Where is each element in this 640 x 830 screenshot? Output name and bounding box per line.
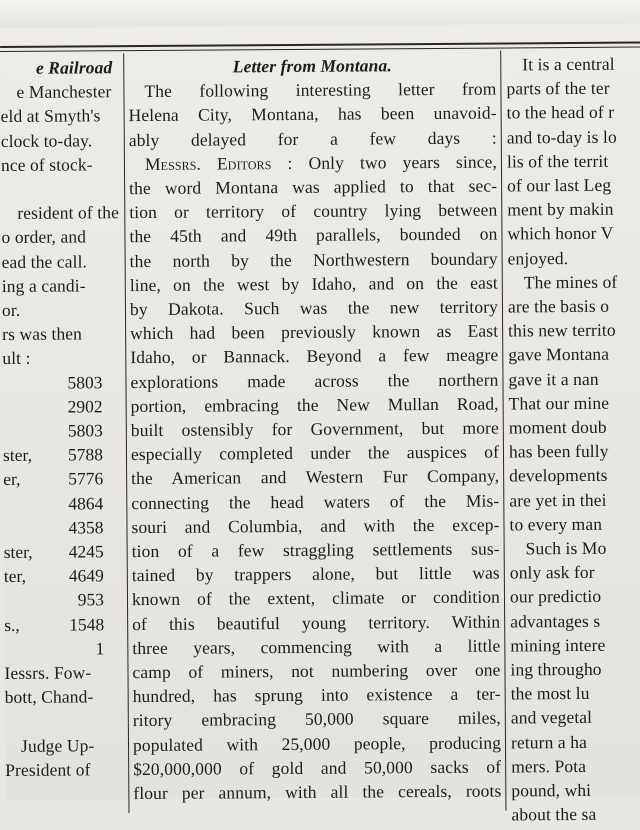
newspaper-page (0, 24, 640, 800)
vote-row (3, 442, 123, 467)
text-line: this new territo (508, 318, 640, 343)
vote-value: 4358 (68, 515, 103, 539)
text-line: and vegetal (511, 705, 640, 730)
text-line: hundred, has sprung into existence a ter- (133, 682, 501, 709)
text-line: e Manchester (0, 79, 120, 104)
text-line: or. (2, 297, 122, 322)
text-line: pound, whi (511, 778, 640, 803)
column-rule-right (500, 51, 506, 811)
text-line: of this beautiful young territory. Within (132, 609, 500, 636)
text-line: Such is Mo (510, 536, 640, 561)
vote-value: 1548 (69, 612, 104, 636)
text-line: lis of the territ (507, 148, 640, 173)
text-line (1, 176, 121, 201)
vote-row (4, 636, 124, 661)
text-line: the word Montana was applied to that sec- (129, 174, 497, 201)
text-line: The mines of (508, 269, 640, 294)
text-line: Iessrs. Fow- (4, 660, 124, 685)
text-line: souri and Columbia, and with the excep- (131, 512, 499, 539)
vote-row (4, 612, 124, 637)
text-line: enjoyed. (508, 245, 640, 270)
text-line: Judge Up- (5, 733, 125, 758)
text-line: which honor V (507, 221, 640, 246)
left-tail-lines (4, 660, 125, 782)
article-intro (128, 77, 496, 152)
vote-row (3, 515, 123, 540)
text-line: our predictio (510, 584, 640, 609)
vote-name: ster, (3, 443, 32, 467)
text-line: ment by makin (507, 197, 640, 222)
text-line: and to-day is lo (507, 124, 640, 149)
text-line: President of (5, 757, 125, 782)
text-line: developments (509, 463, 640, 488)
text-line: explorations made across the northern (130, 367, 498, 394)
text-line: three years, commencing with a little (132, 633, 500, 660)
vote-name: ter, (4, 564, 26, 588)
text-line: rs was then (2, 321, 122, 346)
text-line: It is a central (506, 52, 640, 77)
text-line: ead the call. (2, 249, 122, 274)
vote-name: er, (3, 467, 20, 491)
left-headline: e Railroad (0, 55, 120, 80)
vote-name: s., (4, 613, 20, 637)
text-line: That our mine (509, 390, 640, 415)
text-line: clock to-day. (1, 128, 121, 153)
text-line: are yet in thei (509, 487, 640, 512)
right-lines (506, 52, 640, 827)
article-body (129, 174, 501, 806)
body-first-line: Only two years since, (308, 151, 497, 172)
text-line: the American and Western Fur Company, (131, 464, 499, 491)
text-line: flour per annum, with all the cereals, roots (133, 779, 501, 806)
vote-name: ster, (4, 540, 33, 564)
text-line: ably delayed for a few days : (129, 125, 497, 152)
text-line: about the sa (511, 802, 640, 827)
text-line: tion of a few straggling settlements sus- (132, 537, 500, 564)
text-line: gave Montana (508, 342, 640, 367)
text-line: Helena City, Montana, has been unavoid- (129, 101, 497, 128)
text-line: ing througho (510, 657, 640, 682)
text-line: ult : (2, 346, 122, 371)
text-line: the north by the Northwestern boundary (130, 246, 498, 273)
middle-column (128, 53, 501, 806)
text-line: the most lu (511, 681, 640, 706)
vote-table (2, 370, 124, 661)
vote-value: 953 (78, 588, 104, 612)
text-line: bott, Chand- (5, 684, 125, 709)
text-line: tion or territory of country lying between (129, 198, 497, 225)
right-column (506, 52, 640, 827)
left-column (0, 55, 125, 782)
article-headline: Letter from Montana. (128, 53, 496, 80)
text-line: nce of stock- (1, 152, 121, 177)
text-line: The following interesting letter from (128, 77, 496, 104)
salutation: Messrs. Editors : (145, 153, 293, 174)
text-line: gave it a nan (508, 366, 640, 391)
text-line: Idaho, or Bannack. Beyond a few meagre (130, 343, 498, 370)
vote-value: 5776 (68, 467, 103, 491)
vote-row (2, 370, 122, 395)
top-double-rule-thin (0, 47, 640, 52)
text-line: resident of the (1, 200, 121, 225)
vote-value: 1 (95, 636, 104, 660)
text-line: only ask for (510, 560, 640, 585)
vote-row (4, 539, 124, 564)
text-line: portion, embracing the New Mullan Road, (131, 391, 499, 418)
text-line: connecting the head waters of the Mis- (131, 488, 499, 515)
text-line: mers. Pota (511, 753, 640, 778)
text-line: ritory embracing 50,000 square miles, (133, 706, 501, 733)
text-line: $20,000,000 of gold and 50,000 sacks of (133, 754, 501, 781)
text-line: moment doub (509, 415, 640, 440)
vote-row (3, 394, 123, 419)
vote-value: 2902 (68, 394, 103, 418)
text-line: built ostensibly for Government, but more (131, 416, 499, 443)
text-line: of our last Leg (507, 173, 640, 198)
vote-row (4, 563, 124, 588)
text-line: are the basis o (508, 294, 640, 319)
text-line: known of the extent, climate or condition (132, 585, 500, 612)
text-line: populated with 25,000 people, producing (133, 730, 501, 757)
vote-value: 5803 (68, 418, 103, 442)
text-line: o order, and (1, 225, 121, 250)
vote-value: 4649 (69, 564, 104, 588)
text-line (5, 709, 125, 734)
vote-value: 5788 (68, 443, 103, 467)
text-line: parts of the ter (506, 76, 640, 101)
text-line: ing a candi- (2, 273, 122, 298)
vote-value: 4864 (68, 491, 103, 515)
vote-row (3, 418, 123, 443)
salutation-line (129, 149, 497, 176)
text-line: to every man (509, 511, 640, 536)
text-line: which had been previously known as East (130, 319, 498, 346)
text-line: by Dakota. Such was the new territory (130, 295, 498, 322)
vote-value: 5803 (67, 370, 102, 394)
vote-value: 4245 (69, 539, 104, 563)
vote-row (4, 588, 124, 613)
left-lines (0, 79, 122, 370)
text-line: camp of miners, not numbering over one (132, 658, 500, 685)
text-line: especially completed under the auspices of (131, 440, 499, 467)
text-line: tained by trappers alone, but little was (132, 561, 500, 588)
text-line: the 45th and 49th parallels, bounded on (129, 222, 497, 249)
vote-row (3, 467, 123, 492)
vote-row (3, 491, 123, 516)
text-line: mining intere (510, 632, 640, 657)
text-line: line, on the west by Idaho, and on the east (130, 270, 498, 297)
text-line: return a ha (511, 729, 640, 754)
text-line: advantages s (510, 608, 640, 633)
text-line: to the head of r (507, 100, 640, 125)
text-line: eld at Smyth's (1, 104, 121, 129)
text-line: has been fully (509, 439, 640, 464)
